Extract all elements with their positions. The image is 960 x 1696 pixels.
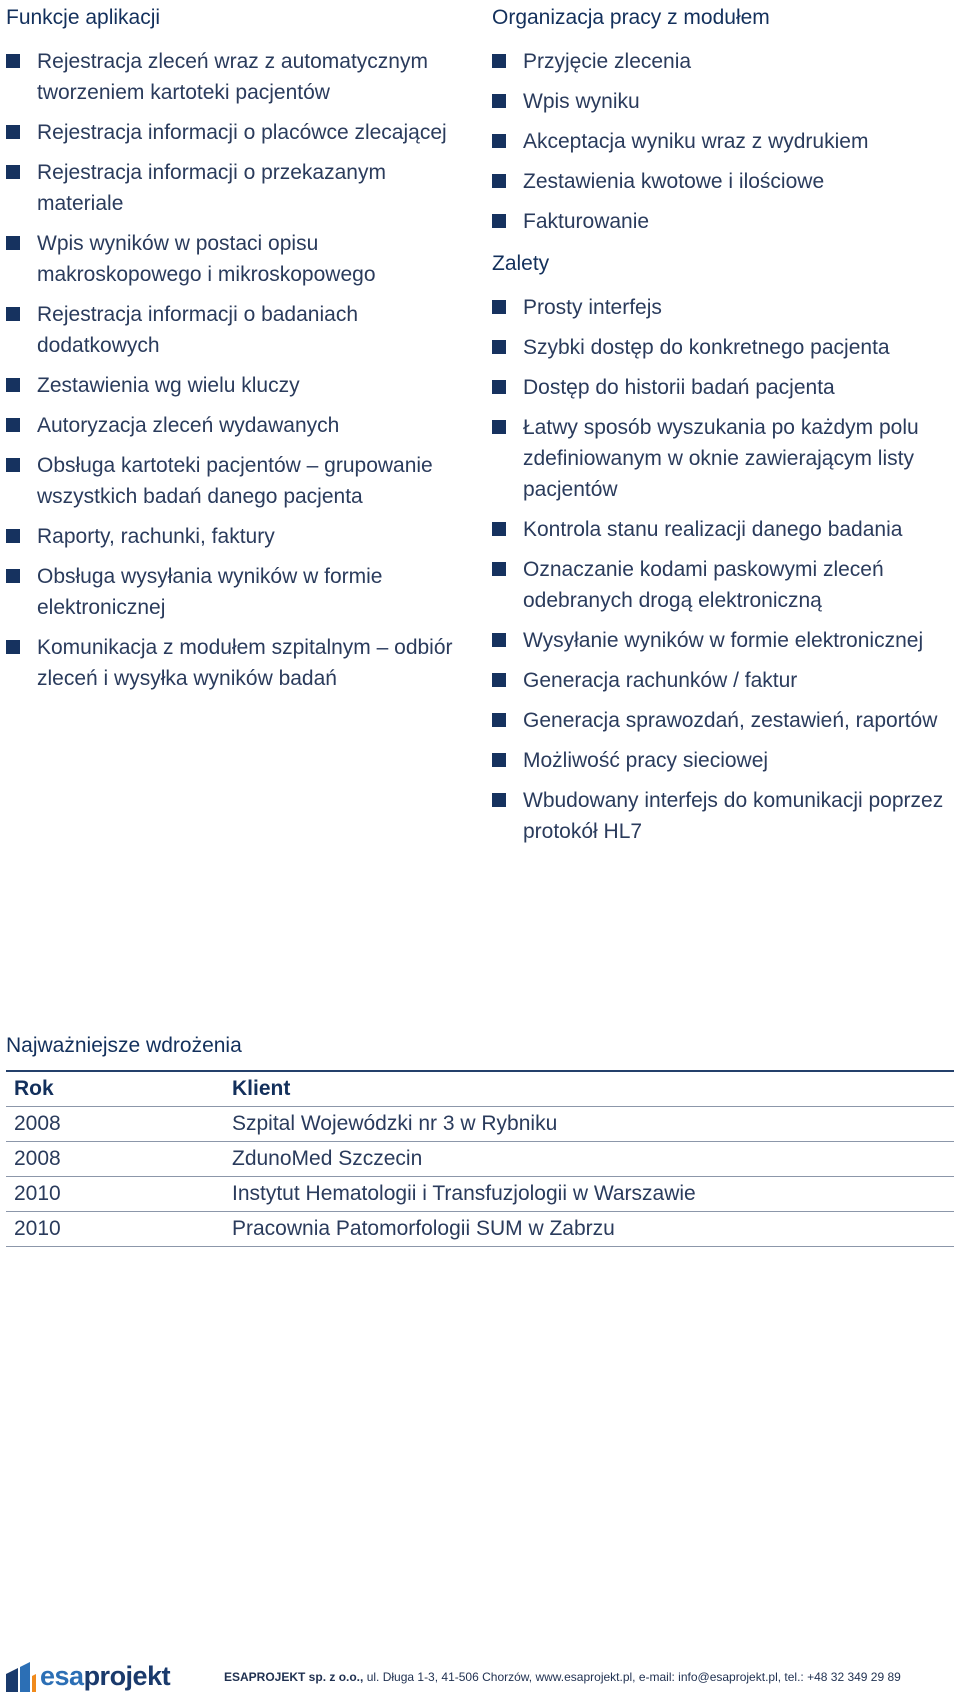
advantages-list [492, 292, 952, 847]
year-cell: 2008 [6, 1107, 224, 1142]
advantage-list-item: Oznaczanie kodami paskowymi zleceń odebranych drogą elektroniczną [492, 554, 952, 616]
logo-wordmark [40, 1661, 170, 1692]
footer-contact [224, 1670, 901, 1684]
logo-mark-icon [6, 1662, 36, 1692]
advantage-list-item: Generacja rachunków / faktur [492, 665, 952, 696]
table-row [6, 1142, 954, 1177]
workflow-list-item: Przyjęcie zlecenia [492, 46, 952, 77]
footer-address: ul. Długa 1-3, 41-506 Chorzów, www.esaprojekt.pl, e-mail: info@esaprojekt.pl, tel.: +48 32 349 29 89 [363, 1670, 901, 1684]
advantage-list-item: Szybki dostęp do konkretnego pacjenta [492, 332, 952, 363]
workflow-list-item: Fakturowanie [492, 206, 952, 237]
feature-list-item: Rejestracja zleceń wraz z automatycznym tworzeniem kartoteki pacjentów [6, 46, 466, 108]
client-cell: Instytut Hematologii i Transfuzjologii w Warszawie [224, 1177, 954, 1212]
advantage-list-item: Wbudowany interfejs do komunikacji poprzez protokół HL7 [492, 785, 952, 847]
deployments-heading: Najważniejsze wdrożenia [6, 1034, 242, 1057]
workflow-list-item: Akceptacja wyniku wraz z wydrukiem [492, 126, 952, 157]
right-column [492, 0, 952, 856]
feature-list-item: Autoryzacja zleceń wydawanych [6, 410, 466, 441]
features-column [6, 0, 466, 703]
feature-list-item: Obsługa kartoteki pacjentów – grupowanie wszystkich badań danego pacjenta [6, 450, 466, 512]
advantage-list-item: Możliwość pracy sieciowej [492, 745, 952, 776]
feature-list-item: Rejestracja informacji o przekazanym materiale [6, 157, 466, 219]
footer [0, 1655, 960, 1696]
year-cell: 2010 [6, 1177, 224, 1212]
table-row [6, 1107, 954, 1142]
column-header-year: Rok [6, 1071, 224, 1107]
workflow-list [492, 46, 952, 237]
advantages-heading: Zalety [492, 252, 550, 275]
footer-company: ESAPROJEKT sp. z o.o., [224, 1670, 364, 1684]
advantage-list-item: Łatwy sposób wyszukania po każdym polu zdefiniowanym w oknie zawierającym listy pacjentów [492, 412, 952, 505]
feature-list-item: Raporty, rachunki, faktury [6, 521, 466, 552]
feature-list-item: Rejestracja informacji o placówce zlecającej [6, 117, 466, 148]
deployments-table [6, 1070, 954, 1247]
feature-list-item: Rejestracja informacji o badaniach dodatkowych [6, 299, 466, 361]
deployments-section [6, 1030, 954, 1247]
logo-prefix: esa [40, 1661, 84, 1691]
column-header-client: Klient [224, 1071, 954, 1107]
feature-list-item: Wpis wyników w postaci opisu makroskopowego i mikroskopowego [6, 228, 466, 290]
client-cell: Szpital Wojewódzki nr 3 w Rybniku [224, 1107, 954, 1142]
year-cell: 2010 [6, 1212, 224, 1247]
table-row [6, 1212, 954, 1247]
client-cell: ZdunoMed Szczecin [224, 1142, 954, 1177]
advantage-list-item: Generacja sprawozdań, zestawień, raportów [492, 705, 952, 736]
year-cell: 2008 [6, 1142, 224, 1177]
feature-list-item: Obsługa wysyłania wyników w formie elektronicznej [6, 561, 466, 623]
features-heading: Funkcje aplikacji [6, 6, 161, 29]
advantage-list-item: Kontrola stanu realizacji danego badania [492, 514, 952, 545]
logo-suffix: projekt [83, 1661, 171, 1691]
advantage-list-item: Wysyłanie wyników w formie elektronicznej [492, 625, 952, 656]
workflow-list-item: Zestawienia kwotowe i ilościowe [492, 166, 952, 197]
advantage-list-item: Dostęp do historii badań pacjenta [492, 372, 952, 403]
features-list [6, 46, 466, 694]
advantage-list-item: Prosty interfejs [492, 292, 952, 323]
feature-list-item: Zestawienia wg wielu kluczy [6, 370, 466, 401]
client-cell: Pracownia Patomorfologii SUM w Zabrzu [224, 1212, 954, 1247]
company-logo [6, 1661, 170, 1692]
workflow-heading: Organizacja pracy z modułem [492, 6, 770, 29]
table-header-row [6, 1071, 954, 1107]
feature-list-item: Komunikacja z modułem szpitalnym – odbiór zleceń i wysyłka wyników badań [6, 632, 466, 694]
workflow-list-item: Wpis wyniku [492, 86, 952, 117]
table-row [6, 1177, 954, 1212]
